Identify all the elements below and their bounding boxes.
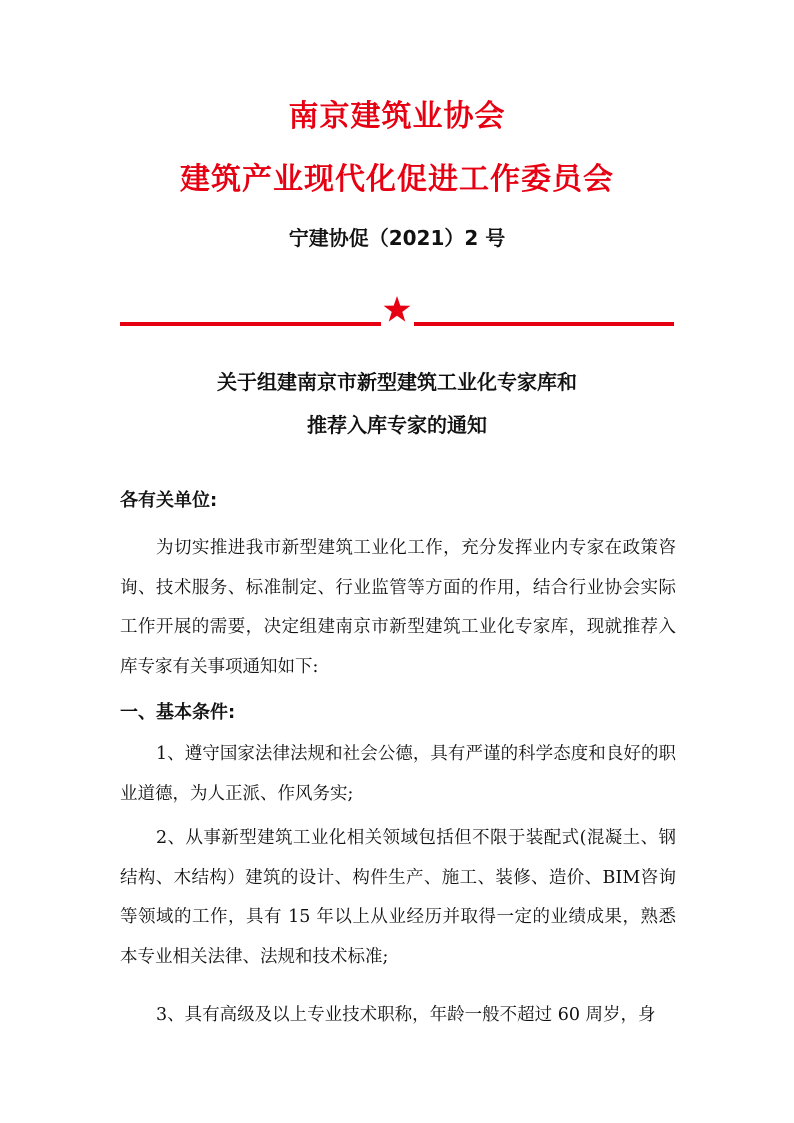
condition-item-2: 2、从事新型建筑工业化相关领域包括但不限于装配式(混凝土、钢结构、木结构）建筑的设计、构件生产、施工、装修、造价、BIM咨询等领域的工作，具有 15 年以上从业经历并取得一定的业绩成果，熟悉本专业相关法律、法规和技术标准; <box>120 828 676 967</box>
intro-paragraph: 为切实推进我市新型建筑工业化工作，充分发挥业内专家在政策咨询、技术服务、标准制定、行业监管等方面的作用，结合行业协会实际工作开展的需要，决定组建南京市新型建筑工业化专家库，现就推荐入库专家有关事项通知如下: <box>120 538 676 677</box>
red-rule-left <box>120 322 381 326</box>
salutation: 各有关单位: <box>120 490 218 511</box>
document-number: 宁建协促（2021）2 号 <box>288 226 506 250</box>
notice-title-line1: 关于组建南京市新型建筑工业化专家库和 <box>217 370 577 394</box>
condition-item-1: 1、遵守国家法律法规和社会公德，具有严谨的科学态度和良好的职业道德，为人正派、作风务实; <box>120 744 676 804</box>
organization-name: 南京建筑业协会 <box>288 99 506 134</box>
notice-title-line2: 推荐入库专家的通知 <box>307 413 487 437</box>
committee-name: 建筑产业现代化促进工作委员会 <box>180 162 614 197</box>
section-heading-basic-conditions: 一、基本条件: <box>120 702 236 723</box>
star-icon <box>382 295 412 325</box>
condition-item-3: 3、具有高级及以上专业技术职称，年龄一般不超过 60 周岁，身 <box>156 1005 656 1025</box>
red-rule-right <box>414 322 674 326</box>
